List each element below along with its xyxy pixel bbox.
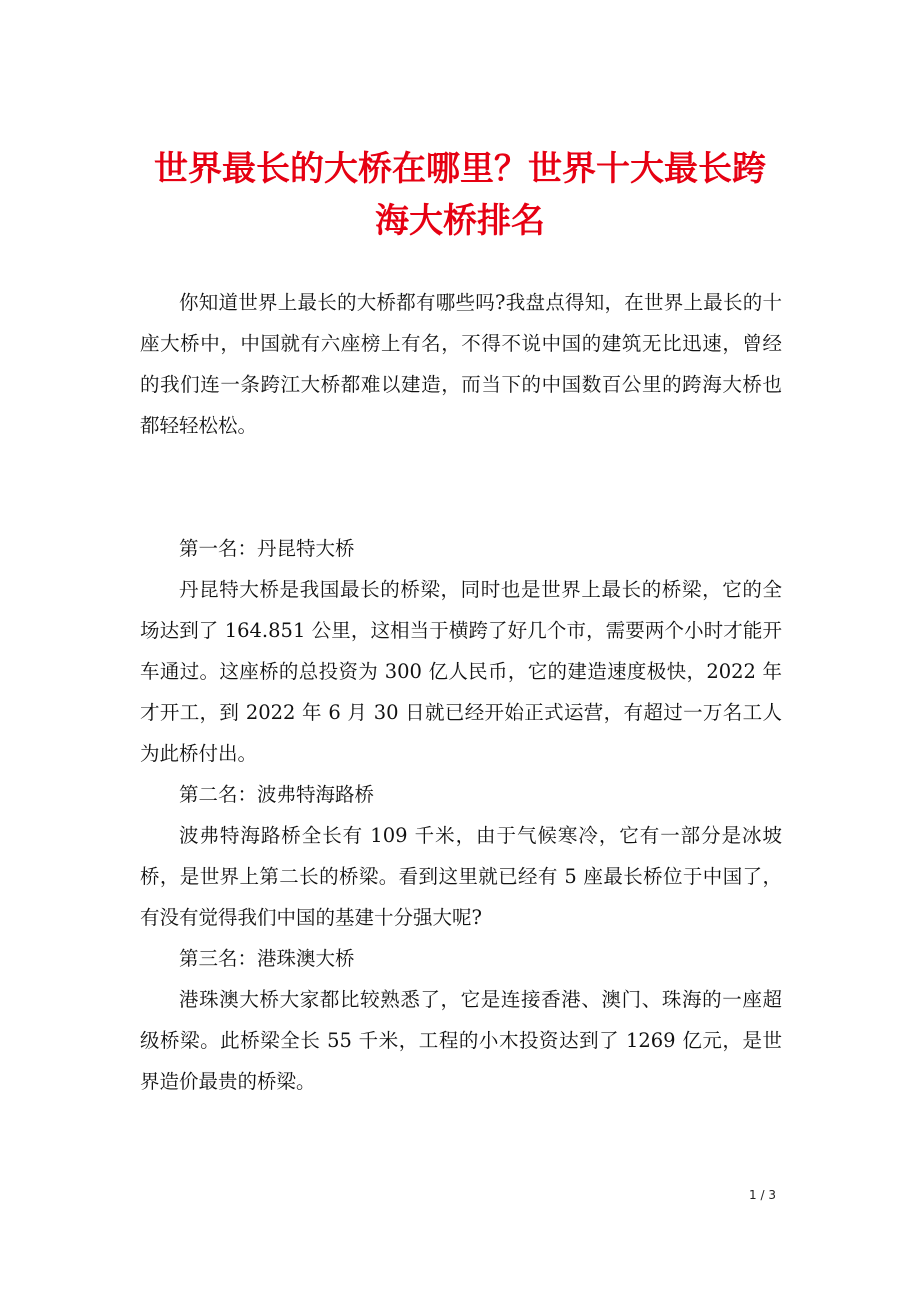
section-3-heading: 第三名：港珠澳大桥: [179, 947, 355, 970]
section-1-heading: 第一名：丹昆特大桥: [179, 537, 355, 560]
section-2-paragraph: 波弗特海路桥全长有 109 千米，由于气候寒冷，它有一部分是冰坡桥，是世界上第二长的桥梁。看到这里就已经有 5 座最长桥位于中国了，有没有觉得我们中国的基建十分强大呢?: [140, 824, 782, 929]
intro-paragraph: 你知道世界上最长的大桥都有哪些吗?我盘点得知，在世界上最长的十座大桥中，中国就有六座榜上有名，不得不说中国的建筑无比迅速，曾经的我们连一条跨江大桥都难以建造，而当下的中国数百公里的跨海大桥也都轻轻松松。: [140, 291, 782, 437]
article-body: [140, 282, 782, 1102]
title-line-1: 世界最长的大桥在哪里？世界十大最长跨: [154, 149, 766, 189]
title-line-2: 海大桥排名: [375, 201, 545, 241]
page-number: 1 / 3: [749, 1188, 776, 1202]
page-title: [120, 143, 800, 247]
section-3-paragraph: 港珠澳大桥大家都比较熟悉了，它是连接香港、澳门、珠海的一座超级桥梁。此桥梁全长 55 千米，工程的小木投资达到了 1269 亿元，是世界造价最贵的桥梁。: [140, 988, 782, 1093]
section-2-heading: 第二名：波弗特海路桥: [179, 783, 375, 806]
paragraph-spacer: [140, 446, 782, 528]
section-1-paragraph: 丹昆特大桥是我国最长的桥梁，同时也是世界上最长的桥梁，它的全场达到了 164.851 公里，这相当于横跨了好几个市，需要两个小时才能开车通过。这座桥的总投资为 300 亿人民币，它的建造速度极快，2022 年才开工，到 2022 年 6 月 30 日就已经开始正式运营，有超过一万名工人为此桥付出。: [140, 578, 782, 765]
